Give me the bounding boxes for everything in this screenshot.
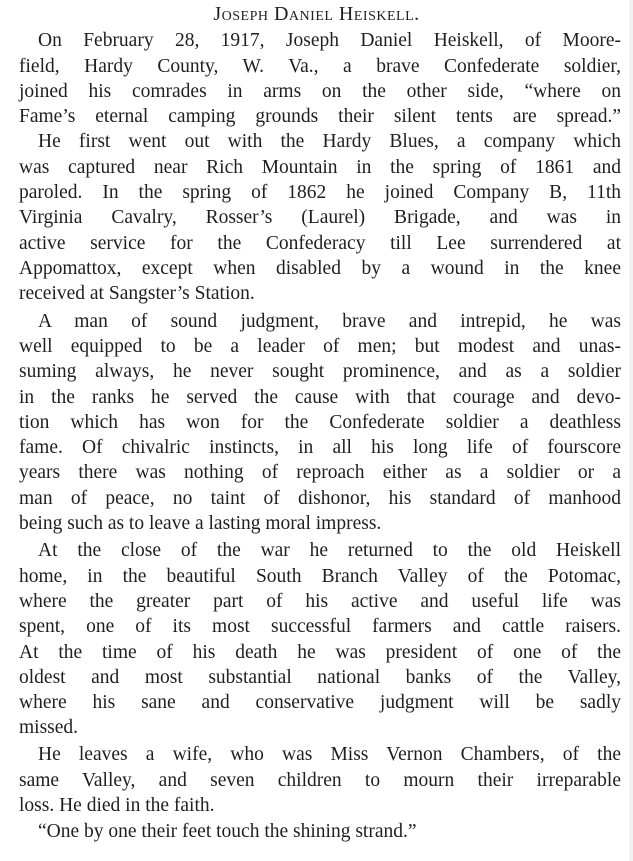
- text-line: fame. Of chivalric instincts, in all his long life of fourscore: [19, 437, 621, 458]
- text-line: same Valley, and seven children to mourn their irreparable: [19, 770, 621, 791]
- text-line: being such as to leave a lasting moral impress.: [19, 513, 382, 534]
- text-line: He leaves a wife, who was Miss Vernon Chambers, of the: [38, 744, 621, 765]
- text-line: At the time of his death he was president of one of the: [19, 642, 621, 663]
- obituary-title: Joseph Daniel Heiskell.: [213, 3, 420, 25]
- text-line: home, in the beautiful South Branch Valley of the Potomac,: [19, 566, 621, 587]
- text-line: where his sane and conservative judgment will be sadly: [19, 692, 621, 713]
- text-line: Virginia Cavalry, Rosser’s (Laurel) Brigade, and was in: [19, 207, 621, 228]
- text-line: He first went out with the Hardy Blues, a company which: [38, 131, 621, 152]
- closing-quote: “One by one their feet touch the shining strand.”: [38, 821, 417, 842]
- text-line: years there was nothing of reproach either as a soldier or a: [19, 462, 621, 483]
- text-line: in the ranks he served the cause with that courage and devo-: [19, 387, 621, 408]
- text-line: field, Hardy County, W. Va., a brave Confederate soldier,: [19, 56, 621, 77]
- text-line: suming always, he never sought prominence, and as a soldier: [19, 361, 621, 382]
- text-line: Appomattox, except when disabled by a wound in the knee: [19, 258, 621, 279]
- text-line: oldest and most substantial national banks of the Valley,: [19, 667, 621, 688]
- text-line: A man of sound judgment, brave and intrepid, he was: [38, 311, 621, 332]
- text-line: active service for the Confederacy till Lee surrendered at: [19, 233, 621, 254]
- text-line: man of peace, no taint of dishonor, his standard of manhood: [19, 488, 621, 509]
- text-line: spent, one of its most successful farmers and cattle raisers.: [19, 616, 621, 637]
- text-line: At the close of the war he returned to the old Heiskell: [38, 540, 621, 561]
- text-line: well equipped to be a leader of men; but modest and unas-: [19, 336, 621, 357]
- text-line: On February 28, 1917, Joseph Daniel Heiskell, of Moore-: [38, 30, 621, 51]
- text-line: loss. He died in the faith.: [19, 795, 215, 816]
- page-edge: [629, 0, 633, 861]
- text-line: received at Sangster’s Station.: [19, 283, 255, 304]
- text-line: tion which has won for the Confederate soldier a deathless: [19, 412, 621, 433]
- text-line: missed.: [19, 717, 79, 738]
- text-line: paroled. In the spring of 1862 he joined Company B, 11th: [19, 182, 621, 203]
- text-line: where the greater part of his active and useful life was: [19, 591, 621, 612]
- text-line: was captured near Rich Mountain in the spring of 1861 and: [19, 157, 621, 178]
- text-line: Fame’s eternal camping grounds their silent tents are spread.”: [19, 106, 621, 127]
- text-line: joined his comrades in arms on the other side, “where on: [19, 81, 621, 102]
